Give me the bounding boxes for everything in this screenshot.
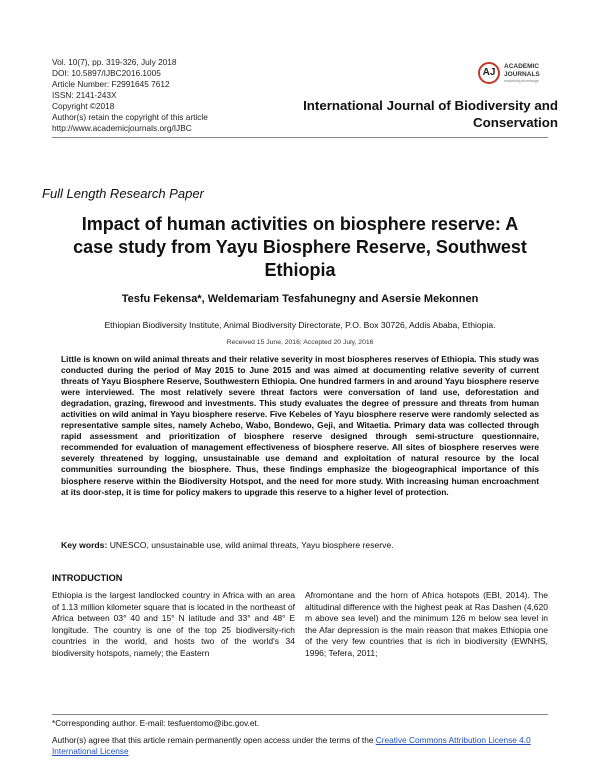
logo-mark-icon: AJ <box>478 62 500 84</box>
license-text: Author(s) agree that this article remain permanently open access under the terms of the <box>52 735 376 745</box>
introduction-column-left: Ethiopia is the largest landlocked country in Africa with an area of 1.13 million kilometer square that is located in the northeast of Africa between 03° 40 and 15° N latitude and 33° and 48° E longitude. The country is one of the top 25 biodiversity-rich countries in the world, and hosts two of the world's 34 biodiversity hotspots, namely; the Eastern <box>52 590 295 658</box>
meta-url: http://www.academicjournals.org/IJBC <box>52 123 192 133</box>
license-statement <box>52 735 548 757</box>
meta-issn: ISSN: 2141-243X <box>52 90 117 100</box>
footer-rule <box>52 714 548 715</box>
journal-name <box>303 97 558 131</box>
logo-tagline: expanding knowledge <box>504 79 539 83</box>
meta-rights: Author(s) retain the copyright of this article <box>52 112 208 122</box>
license-link[interactable]: Creative Commons Attribution License 4.0 International License <box>52 735 531 756</box>
journal-name-line2: Conservation <box>473 115 558 130</box>
logo-line1: ACADEMIC <box>504 63 540 70</box>
meta-doi: DOI: 10.5897/IJBC2016.1005 <box>52 68 161 78</box>
keywords-list: UNESCO, unsustainable use, wild animal threats, Yayu biosphere reserve. <box>109 540 394 550</box>
paper-type: Full Length Research Paper <box>42 186 204 201</box>
article-metadata <box>52 57 208 134</box>
keywords-label: Key words: <box>61 540 108 550</box>
meta-volume: Vol. 10(7), pp. 319-326, July 2018 <box>52 57 177 67</box>
introduction-heading: INTRODUCTION <box>52 573 123 583</box>
meta-copyright: Copyright ©2018 <box>52 101 115 111</box>
article-authors: Tesfu Fekensa*, Weldemariam Tesfahunegny and Asersie Mekonnen <box>121 293 479 305</box>
meta-article-number: Article Number: F2991645 7612 <box>52 79 170 89</box>
abstract: Little is known on wild animal threats and their relative severity in most biospheres reserves of Ethiopia. This study was conducted during the period of May 2015 to June 2015 and was aimed at documenting relative severity of current threats of Yayu Biosphere Reserve, Southwestern Ethiopia. One hundred farmers in and around Yayu biosphere reserve were interviewed. The most relatively severe threat factors were conversation of land use, deforestation and degradation, grazing, firewood and investments. This study evaluates the degree of pressure and threats from human activities on wild animal in Yayu biosphere reserve. Five Kebeles of Yayu biosphere reserve were randomly selected as representative sample sites, namely Achebo, Wabo, Bondewo, Geji, and Witaetia. Primary data was collected through rapid assessment and prioritization of biosphere reserve designed through semi-structure questionnaire, recommended for evaluation of management effectiveness of biosphere reserve. All sites of biosphere reserves were severely threatened by logging, unsustainable use demand and exploitation of natural resource by the local communities surrounding the biosphere. Thus, these findings emphasize the biogeographical importance of this biosphere reserve within the Biodiversity Hotspot, and the need for more study. With increasing human encroachment at its door-step, it is time for policy makers to upgrade this reserve to a higher level of protection. <box>61 354 539 497</box>
received-accepted-dates: Received 15 June, 2016; Accepted 20 July, 2016 <box>226 339 374 346</box>
article-title: Impact of human activities on biosphere reserve: A case study from Yayu Biosphere Reserve, Southwest Ethiopia <box>73 214 527 280</box>
journal-name-line1: International Journal of Biodiversity and <box>303 98 558 113</box>
logo-wordmark <box>504 63 540 78</box>
corresponding-author-note: *Corresponding author. E-mail: tesfuentomo@ibc.gov.et. <box>52 718 260 728</box>
academic-journals-logo <box>478 62 558 88</box>
introduction-column-right: Afromontane and the horn of Africa hotspots (EBI, 2014). The altitudinal difference with the highest peak at Ras Dashen (4,620 m above sea level) and the minimum 126 m below sea level in the Afar depression is the main reason that makes Ethiopia one of the very few countries that is rich in biodiversity (EWNHS, 1996; Tefera, 2011; <box>305 590 548 658</box>
author-affiliation: Ethiopian Biodiversity Institute, Animal Biodiversity Directorate, P.O. Box 30726, Addis Ababa, Ethiopia. <box>104 320 496 330</box>
logo-line2: JOURNALS <box>504 70 540 78</box>
header-rule <box>52 137 548 138</box>
keywords <box>61 540 539 550</box>
